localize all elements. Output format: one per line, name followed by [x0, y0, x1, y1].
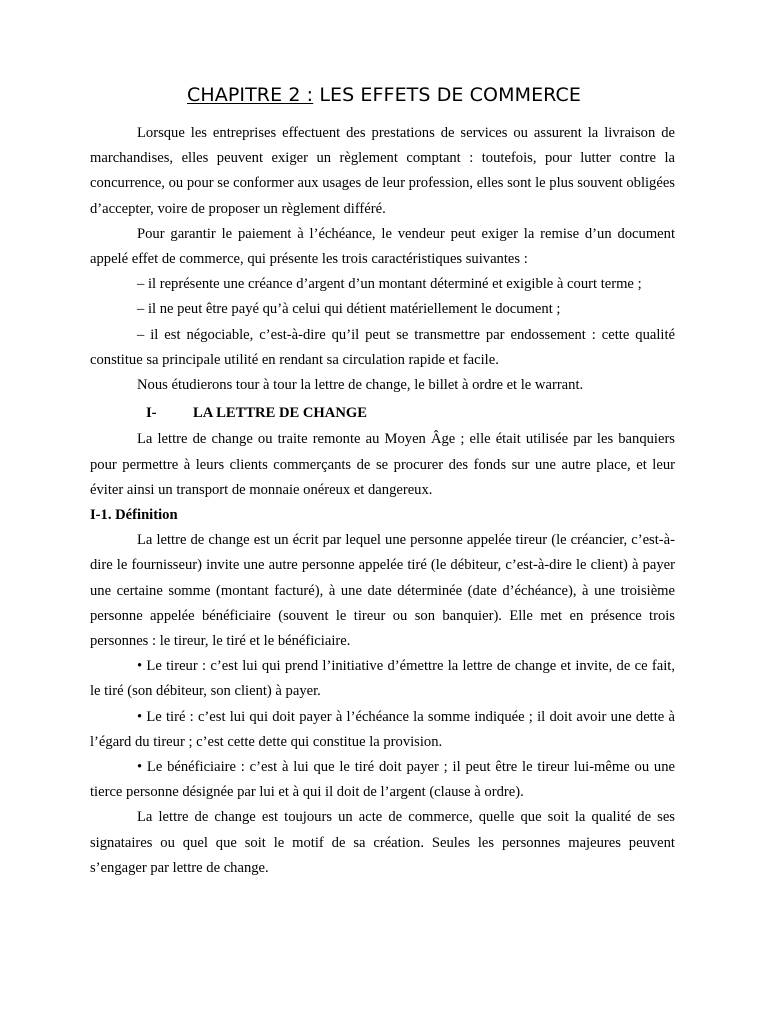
intro-paragraph-2: Pour garantir le paiement à l’échéance, le vendeur peut exiger la remise d’un document appelé effet de commerce, qui présente les trois caractéristiques suivantes :: [90, 225, 675, 268]
intro-paragraph-3: Nous étudierons tour à tour la lettre de change, le billet à ordre et le warrant.: [137, 377, 584, 394]
document-body: [90, 121, 675, 881]
subsection-heading: I-1. Définition: [90, 507, 178, 524]
characteristic-item-2: – il ne peut être payé qu’à celui qui détient matériellement le document ;: [137, 301, 561, 318]
characteristic-item-3: – il est négociable, c’est-à-dire qu’il peut se transmettre par endossement : cette qualité constitue sa principale utilité en rendant sa circulation rapide et facile.: [90, 326, 675, 368]
bullet-tire: • Le tiré : c’est lui qui doit payer à l’échéance la somme indiquée ; il doit avoir une dette à l’égard du tireur ; c’est cette dette qui constitue la provision.: [90, 708, 675, 750]
page-title: [0, 84, 768, 106]
intro-paragraph-1: Lorsque les entreprises effectuent des prestations de services ou assurent la livraison de marchandises, elles peuvent exiger un règlement comptant : toutefois, pour lutter contre la concurrence, ou pour se conformer aux usages de leur profession, elles sont le plus souvent obligées d’accepter, voire de proposer un règlement différé.: [90, 125, 675, 217]
chapter-subject: LES EFFETS DE COMMERCE: [313, 84, 582, 106]
characteristic-item-1: – il représente une créance d’argent d’un montant déterminé et exigible à court terme ;: [137, 276, 642, 293]
section-heading: [90, 401, 675, 426]
section-paragraph-1: La lettre de change ou traite remonte au Moyen Âge ; elle était utilisée par les banquiers pour permettre à leurs clients commerçants de se procurer des fonds sur une autre place, et leur éviter ainsi un transport de monnaie onéreux et dangereux.: [90, 431, 675, 498]
section-title: LA LETTRE DE CHANGE: [193, 405, 367, 422]
bullet-beneficiaire: • Le bénéficiaire : c’est à lui que le tiré doit payer ; il peut être le tireur lui-même ou une tierce personne désignée par lui et à qui il doit de l’argent (clause à ordre).: [90, 759, 675, 801]
section-number: I-: [146, 405, 157, 422]
bullet-tireur: • Le tireur : c’est lui qui prend l’initiative d’émettre la lettre de change et invite, de ce fait, le tiré (son débiteur, son client) à payer.: [90, 658, 675, 700]
definition-paragraph: La lettre de change est un écrit par lequel une personne appelée tireur (le créancier, c’est-à-dire le fournisseur) invite une autre personne appelée tiré (le débiteur, c’est-à-dire le client) à payer une certaine somme (montant facturé), à une date déterminée (date d’échéance), à une troisième personne appelée bénéficiaire (souvent le tireur ou son banquier). Elle met en présence trois personnes : le tireur, le tiré et le bénéficiaire.: [90, 532, 675, 650]
closing-paragraph: La lettre de change est toujours un acte de commerce, quelle que soit la qualité de ses signataires ou quel que soit le motif de sa création. Seules les personnes majeures peuvent s’engager par lettre de change.: [90, 809, 675, 876]
chapter-label: CHAPITRE 2 :: [186, 84, 314, 106]
